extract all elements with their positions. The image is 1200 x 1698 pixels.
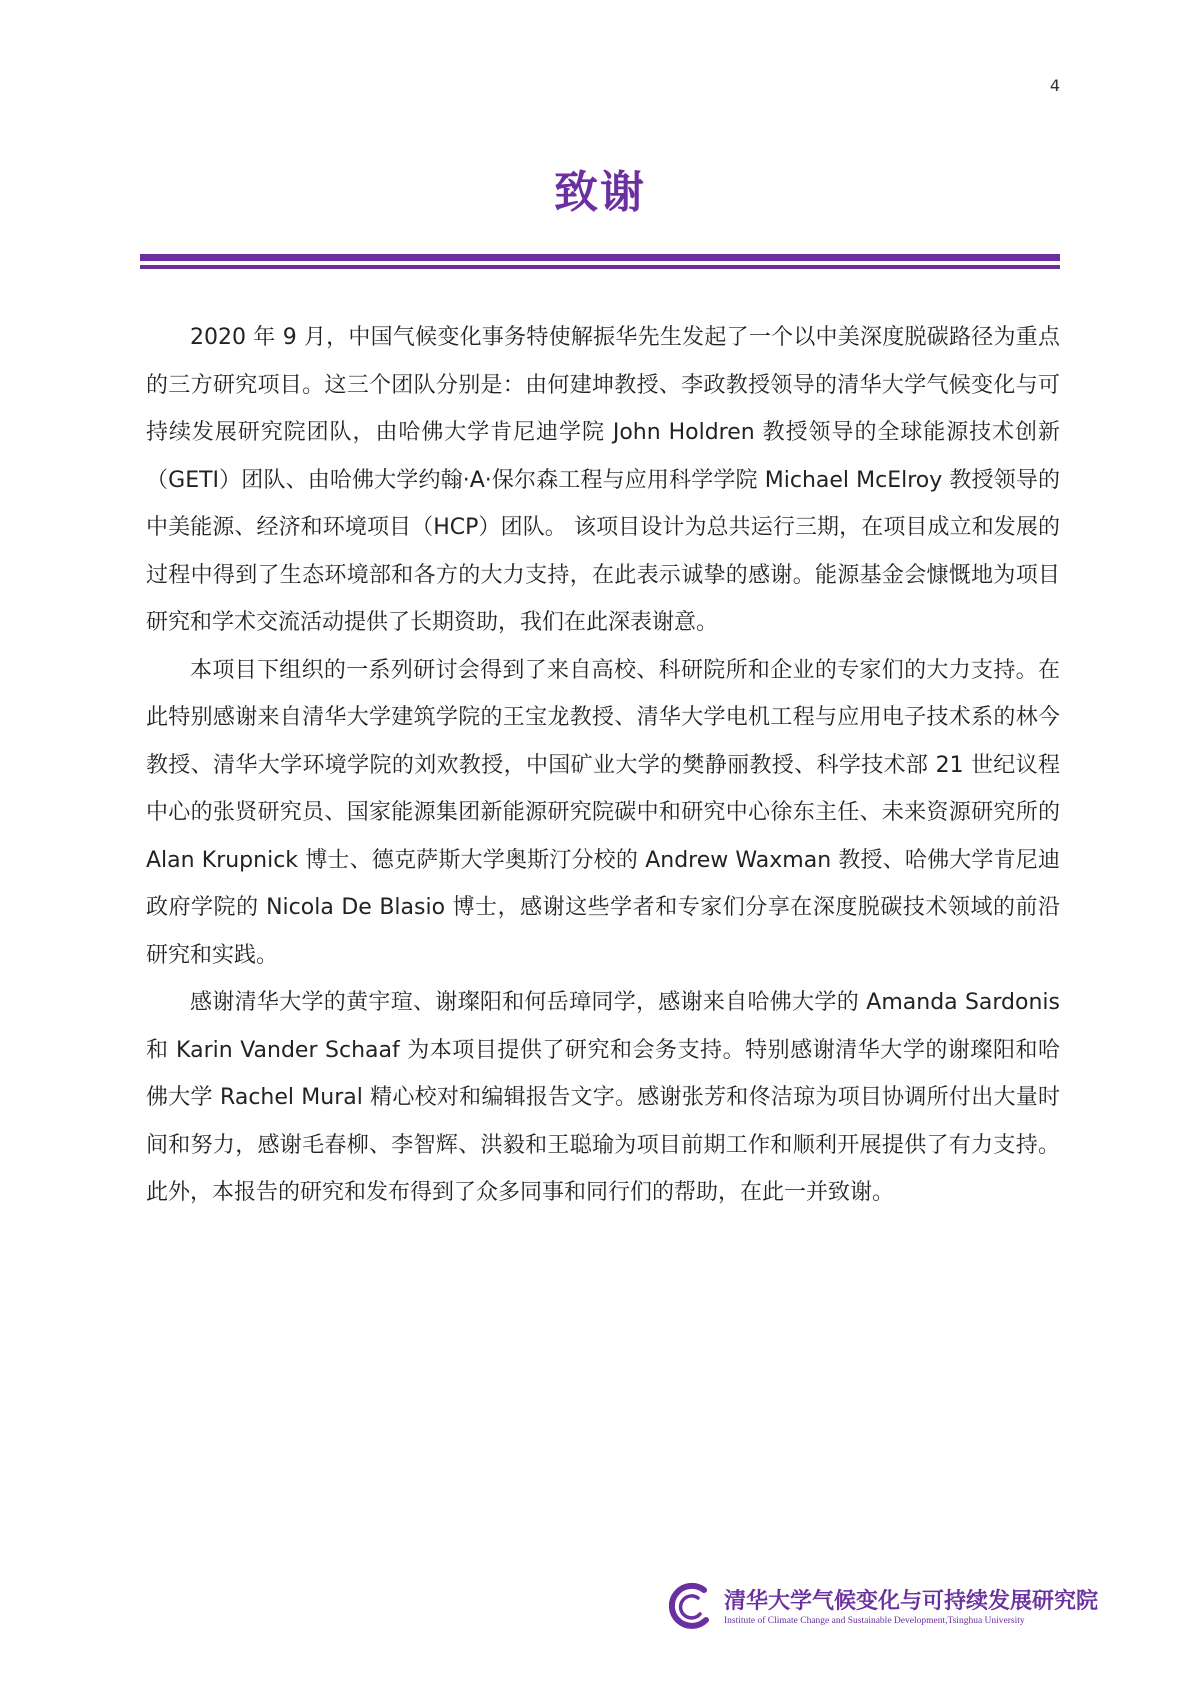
paragraph-2: 本项目下组织的一系列研讨会得到了来自高校、科研院所和企业的专家们的大力支持。在此特别感谢来自清华大学建筑学院的王宝龙教授、清华大学电机工程与应用电子技术系的林今教授、清华大学环境学院的刘欢教授，中国矿业大学的樊静丽教授、科学技术部 21 世纪议程中心的张贤研究员、国家能源集团新能源研究院碳中和研究中心徐东主任、未来资源研究所的 Alan Krupnick 博士、德克萨斯大学奥斯汀分校的 Andrew Waxman 教授、哈佛大学肯尼迪政府学院的 Nicola De Blasio 博士，感谢这些学者和专家们分享在深度脱碳技术领域的前沿研究和实践。 xyxy=(146,657,1060,968)
institute-logo-mark-icon xyxy=(664,1580,714,1632)
institute-name-cn: 清华大学气候变化与可持续发展研究院 xyxy=(724,1588,1099,1614)
paragraph-1: 2020 年 9 月，中国气候变化事务特使解振华先生发起了一个以中美深度脱碳路径为重点的三方研究项目。这三个团队分别是：由何建坤教授、李政教授领导的清华大学气候变化与可持续发展研究院团队，由哈佛大学肯尼迪学院 John Holdren 教授领导的全球能源技术创新（GETI）团队、由哈佛大学约翰·A·保尔森工程与应用科学学院 Michael McElroy 教授领导的中美能源、经济和环境项目（HCP）团队。 该项目设计为总共运行三期，在项目成立和发展的过程中得到了生态环境部和各方的大力支持，在此表示诚挚的感谢。能源基金会慷慨地为项目研究和学术交流活动提供了长期资助，我们在此深表谢意。 xyxy=(146,325,1060,635)
page-title: 致谢 xyxy=(554,167,646,218)
paragraph-3: 感谢清华大学的黄宇瑄、谢璨阳和何岳璋同学，感谢来自哈佛大学的 Amanda Sardonis 和 Karin Vander Schaaf 为本项目提供了研究和会务支持。特别感谢清华大学的谢璨阳和哈佛大学 Rachel Mural 精心校对和编辑报告文字。感谢张芳和佟洁琼为项目协调所付出大量时间和努力，感谢毛春柳、李智辉、洪毅和王聪瑜为项目前期工作和顺利开展提供了有力支持。此外，本报告的研究和发布得到了众多同事和同行们的帮助，在此一并致谢。 xyxy=(146,990,1060,1205)
page-number: 4 xyxy=(1049,76,1060,95)
institute-name-en: Institute of Climate Change and Sustainable Development,Tsinghua University xyxy=(724,1616,1025,1626)
title-divider-thick xyxy=(140,254,1060,261)
acknowledgements-body xyxy=(146,314,1060,1217)
institute-logo xyxy=(664,1580,1099,1638)
title-divider-thin xyxy=(140,265,1060,269)
